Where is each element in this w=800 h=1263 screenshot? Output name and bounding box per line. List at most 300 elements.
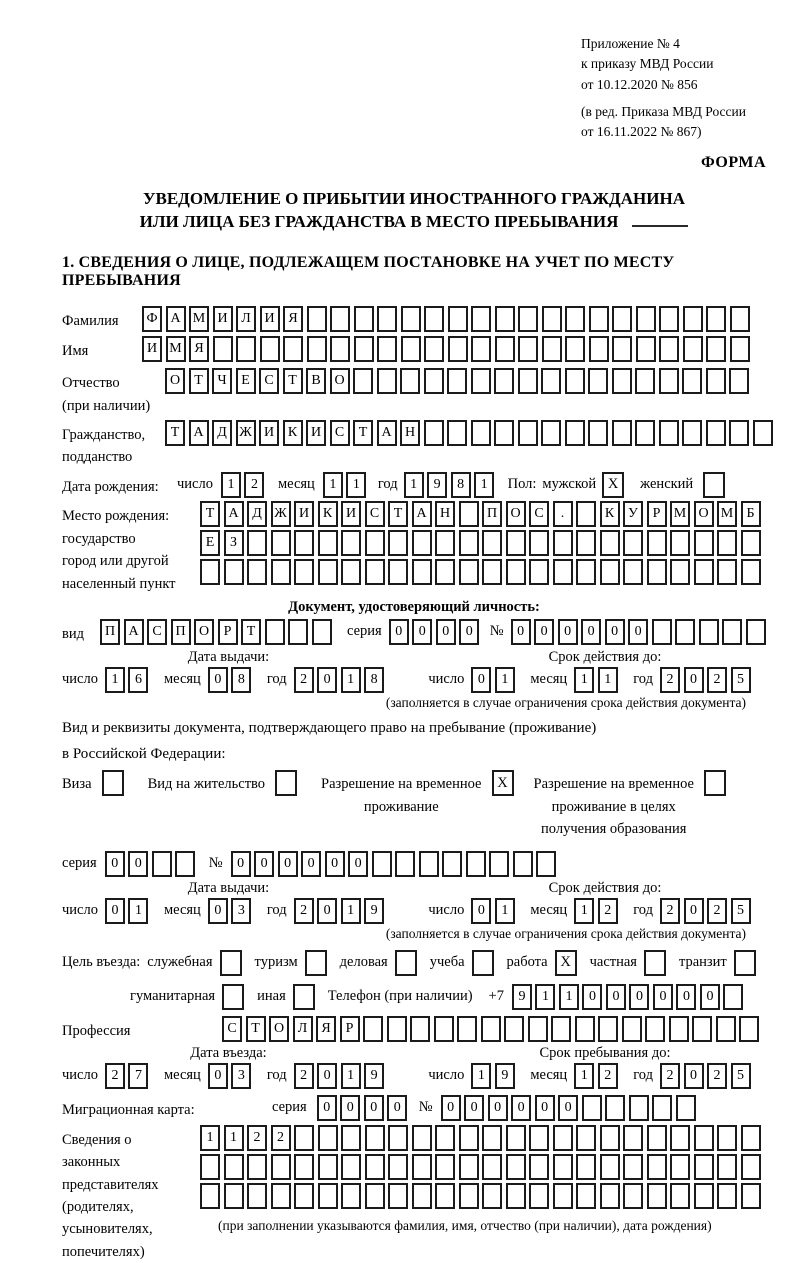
char-cell[interactable]: А [224,501,244,527]
char-cell[interactable]: Е [236,368,256,394]
char-cell[interactable]: Т [246,1016,266,1042]
char-cell[interactable] [506,1183,526,1209]
char-cell[interactable]: 8 [231,667,251,693]
char-cell[interactable]: О [506,501,526,527]
char-cell[interactable] [741,1154,761,1180]
char-cell[interactable] [518,336,538,362]
char-cell[interactable] [753,420,773,446]
education-residence-checkbox[interactable] [704,770,726,796]
char-cell[interactable]: 1 [559,984,579,1010]
char-cell[interactable]: 1 [105,667,125,693]
char-cell[interactable]: 0 [606,984,626,1010]
char-cell[interactable] [341,1154,361,1180]
char-cell[interactable]: 0 [208,1063,228,1089]
char-cell[interactable]: 3 [231,898,251,924]
char-cell[interactable]: П [482,501,502,527]
char-cell[interactable] [636,336,656,362]
char-cell[interactable]: 0 [581,619,601,645]
char-cell[interactable]: 9 [495,1063,515,1089]
char-cell[interactable]: 1 [323,472,343,498]
char-cell[interactable] [152,851,172,877]
char-cell[interactable] [670,530,690,556]
char-cell[interactable]: Т [189,368,209,394]
char-cell[interactable] [683,336,703,362]
char-cell[interactable] [224,559,244,585]
char-cell[interactable] [694,1183,714,1209]
char-cell[interactable]: 0 [231,851,251,877]
char-cell[interactable] [247,530,267,556]
char-cell[interactable]: 6 [128,667,148,693]
char-cell[interactable] [576,1154,596,1180]
char-cell[interactable] [435,1125,455,1151]
char-cell[interactable] [600,1154,620,1180]
char-cell[interactable]: 0 [558,1095,578,1121]
char-cell[interactable] [489,851,509,877]
char-cell[interactable] [459,1154,479,1180]
char-cell[interactable] [636,306,656,332]
char-cell[interactable] [459,501,479,527]
char-cell[interactable] [589,306,609,332]
char-cell[interactable]: 2 [244,472,264,498]
char-cell[interactable]: 0 [471,898,491,924]
char-cell[interactable]: 0 [471,667,491,693]
char-cell[interactable] [400,368,420,394]
char-cell[interactable] [288,619,308,645]
char-cell[interactable]: Я [189,336,209,362]
char-cell[interactable]: 0 [317,667,337,693]
char-cell[interactable] [670,559,690,585]
residence-permit-checkbox[interactable] [275,770,297,796]
char-cell[interactable]: Д [212,420,232,446]
char-cell[interactable] [482,1125,502,1151]
char-cell[interactable]: 1 [221,472,241,498]
female-checkbox[interactable] [703,472,725,498]
char-cell[interactable]: 0 [628,619,648,645]
char-cell[interactable]: 0 [464,1095,484,1121]
char-cell[interactable] [354,336,374,362]
char-cell[interactable]: 1 [495,898,515,924]
char-cell[interactable] [471,306,491,332]
char-cell[interactable] [247,1154,267,1180]
char-cell[interactable]: 2 [294,667,314,693]
char-cell[interactable] [224,1154,244,1180]
char-cell[interactable] [706,336,726,362]
char-cell[interactable]: 0 [582,984,602,1010]
char-cell[interactable]: Н [435,501,455,527]
char-cell[interactable]: Я [316,1016,336,1042]
char-cell[interactable]: С [330,420,350,446]
char-cell[interactable]: Ф [142,306,162,332]
char-cell[interactable] [589,336,609,362]
char-cell[interactable] [482,1154,502,1180]
char-cell[interactable]: 0 [301,851,321,877]
char-cell[interactable]: Р [218,619,238,645]
char-cell[interactable]: Д [247,501,267,527]
char-cell[interactable] [576,530,596,556]
char-cell[interactable] [588,420,608,446]
char-cell[interactable]: Ж [271,501,291,527]
char-cell[interactable] [694,559,714,585]
char-cell[interactable]: 2 [271,1125,291,1151]
char-cell[interactable] [271,530,291,556]
char-cell[interactable]: О [269,1016,289,1042]
char-cell[interactable] [435,1183,455,1209]
char-cell[interactable] [318,530,338,556]
char-cell[interactable] [529,1183,549,1209]
char-cell[interactable] [694,1154,714,1180]
char-cell[interactable] [670,1125,690,1151]
char-cell[interactable] [722,619,742,645]
char-cell[interactable] [224,1183,244,1209]
char-cell[interactable] [213,336,233,362]
char-cell[interactable] [504,1016,524,1042]
char-cell[interactable] [659,336,679,362]
char-cell[interactable] [388,1183,408,1209]
char-cell[interactable] [612,306,632,332]
char-cell[interactable]: 1 [574,1063,594,1089]
char-cell[interactable] [659,368,679,394]
char-cell[interactable] [506,1154,526,1180]
char-cell[interactable]: С [147,619,167,645]
char-cell[interactable]: И [142,336,162,362]
char-cell[interactable] [746,619,766,645]
char-cell[interactable] [647,1154,667,1180]
char-cell[interactable]: 0 [387,1095,407,1121]
purpose-private-checkbox[interactable] [644,950,666,976]
char-cell[interactable] [699,619,719,645]
char-cell[interactable]: 0 [629,984,649,1010]
char-cell[interactable] [412,1154,432,1180]
char-cell[interactable] [551,1016,571,1042]
char-cell[interactable] [565,306,585,332]
char-cell[interactable] [353,368,373,394]
char-cell[interactable] [260,336,280,362]
char-cell[interactable] [388,1154,408,1180]
char-cell[interactable] [175,851,195,877]
char-cell[interactable] [481,1016,501,1042]
char-cell[interactable] [741,1183,761,1209]
char-cell[interactable] [247,1183,267,1209]
char-cell[interactable]: А [189,420,209,446]
char-cell[interactable] [365,1154,385,1180]
char-cell[interactable] [388,1125,408,1151]
char-cell[interactable] [318,1183,338,1209]
char-cell[interactable]: 5 [731,1063,751,1089]
char-cell[interactable] [318,1125,338,1151]
char-cell[interactable]: 1 [574,667,594,693]
char-cell[interactable] [623,1183,643,1209]
char-cell[interactable] [236,336,256,362]
char-cell[interactable] [741,1125,761,1151]
char-cell[interactable]: 1 [341,667,361,693]
char-cell[interactable]: 0 [278,851,298,877]
char-cell[interactable] [506,530,526,556]
char-cell[interactable] [669,1016,689,1042]
char-cell[interactable] [717,1183,737,1209]
char-cell[interactable] [330,336,350,362]
char-cell[interactable] [495,306,515,332]
char-cell[interactable] [553,1125,573,1151]
char-cell[interactable] [623,530,643,556]
char-cell[interactable] [200,559,220,585]
char-cell[interactable] [600,559,620,585]
char-cell[interactable] [600,530,620,556]
char-cell[interactable]: 2 [707,1063,727,1089]
char-cell[interactable]: С [365,501,385,527]
char-cell[interactable] [647,559,667,585]
char-cell[interactable] [659,306,679,332]
char-cell[interactable]: М [717,501,737,527]
char-cell[interactable] [447,368,467,394]
char-cell[interactable] [387,1016,407,1042]
char-cell[interactable]: Я [283,306,303,332]
char-cell[interactable] [553,559,573,585]
char-cell[interactable] [341,1183,361,1209]
char-cell[interactable] [435,1154,455,1180]
char-cell[interactable] [536,851,556,877]
char-cell[interactable]: 0 [684,898,704,924]
purpose-tourism-checkbox[interactable] [305,950,327,976]
char-cell[interactable]: И [213,306,233,332]
char-cell[interactable] [294,1154,314,1180]
char-cell[interactable] [670,1154,690,1180]
char-cell[interactable]: И [306,420,326,446]
char-cell[interactable]: В [306,368,326,394]
char-cell[interactable]: 5 [731,898,751,924]
char-cell[interactable] [495,336,515,362]
char-cell[interactable]: 2 [707,667,727,693]
char-cell[interactable]: М [670,501,690,527]
char-cell[interactable] [553,530,573,556]
char-cell[interactable]: 0 [412,619,432,645]
char-cell[interactable]: Т [283,368,303,394]
char-cell[interactable] [312,619,332,645]
char-cell[interactable] [635,420,655,446]
char-cell[interactable] [588,368,608,394]
char-cell[interactable]: С [529,501,549,527]
char-cell[interactable]: 9 [512,984,532,1010]
char-cell[interactable]: 1 [574,898,594,924]
char-cell[interactable]: И [341,501,361,527]
visa-checkbox[interactable] [102,770,124,796]
char-cell[interactable]: 0 [436,619,456,645]
char-cell[interactable]: 0 [605,619,625,645]
purpose-business-checkbox[interactable] [395,950,417,976]
char-cell[interactable] [600,1183,620,1209]
char-cell[interactable]: 5 [731,667,751,693]
char-cell[interactable]: И [294,501,314,527]
char-cell[interactable] [682,420,702,446]
char-cell[interactable] [706,420,726,446]
char-cell[interactable]: А [377,420,397,446]
char-cell[interactable]: 2 [105,1063,125,1089]
char-cell[interactable] [424,336,444,362]
char-cell[interactable] [717,530,737,556]
char-cell[interactable]: 0 [558,619,578,645]
char-cell[interactable] [447,420,467,446]
char-cell[interactable] [395,851,415,877]
char-cell[interactable] [576,501,596,527]
char-cell[interactable]: 0 [364,1095,384,1121]
char-cell[interactable] [506,559,526,585]
char-cell[interactable] [553,1154,573,1180]
char-cell[interactable] [729,420,749,446]
char-cell[interactable]: 0 [208,667,228,693]
char-cell[interactable] [307,306,327,332]
char-cell[interactable] [612,368,632,394]
char-cell[interactable]: З [224,530,244,556]
char-cell[interactable]: 2 [707,898,727,924]
char-cell[interactable]: О [694,501,714,527]
char-cell[interactable] [442,851,462,877]
char-cell[interactable] [542,306,562,332]
char-cell[interactable] [365,1183,385,1209]
char-cell[interactable]: 0 [348,851,368,877]
char-cell[interactable]: Т [353,420,373,446]
char-cell[interactable]: 0 [105,898,125,924]
char-cell[interactable] [435,530,455,556]
char-cell[interactable] [377,368,397,394]
char-cell[interactable]: 2 [660,667,680,693]
char-cell[interactable]: И [259,420,279,446]
char-cell[interactable] [716,1016,736,1042]
char-cell[interactable] [401,306,421,332]
char-cell[interactable] [635,368,655,394]
char-cell[interactable]: 0 [459,619,479,645]
char-cell[interactable] [388,530,408,556]
char-cell[interactable] [200,1154,220,1180]
char-cell[interactable]: 0 [534,619,554,645]
char-cell[interactable]: 2 [247,1125,267,1151]
char-cell[interactable]: М [189,306,209,332]
char-cell[interactable]: О [330,368,350,394]
char-cell[interactable] [341,1125,361,1151]
char-cell[interactable] [482,1183,502,1209]
char-cell[interactable]: 1 [200,1125,220,1151]
char-cell[interactable]: Л [293,1016,313,1042]
char-cell[interactable] [365,559,385,585]
char-cell[interactable]: 0 [317,898,337,924]
char-cell[interactable]: А [166,306,186,332]
char-cell[interactable] [318,1154,338,1180]
char-cell[interactable]: 0 [676,984,696,1010]
char-cell[interactable] [388,559,408,585]
char-cell[interactable] [265,619,285,645]
char-cell[interactable]: К [600,501,620,527]
char-cell[interactable] [565,368,585,394]
char-cell[interactable] [683,306,703,332]
char-cell[interactable] [424,420,444,446]
char-cell[interactable]: О [165,368,185,394]
char-cell[interactable] [200,1183,220,1209]
char-cell[interactable] [294,1183,314,1209]
char-cell[interactable] [576,1183,596,1209]
char-cell[interactable]: 1 [474,472,494,498]
char-cell[interactable] [730,336,750,362]
char-cell[interactable] [271,1154,291,1180]
char-cell[interactable] [576,559,596,585]
char-cell[interactable] [598,1016,618,1042]
char-cell[interactable]: С [259,368,279,394]
char-cell[interactable]: 1 [128,898,148,924]
char-cell[interactable] [318,559,338,585]
char-cell[interactable]: . [553,501,573,527]
char-cell[interactable] [622,1016,642,1042]
char-cell[interactable] [354,306,374,332]
char-cell[interactable]: О [194,619,214,645]
char-cell[interactable]: 0 [254,851,274,877]
char-cell[interactable]: Т [241,619,261,645]
char-cell[interactable]: 9 [427,472,447,498]
char-cell[interactable] [652,619,672,645]
char-cell[interactable]: 1 [471,1063,491,1089]
char-cell[interactable]: 0 [488,1095,508,1121]
char-cell[interactable]: 0 [105,851,125,877]
char-cell[interactable]: 1 [598,667,618,693]
char-cell[interactable]: 0 [441,1095,461,1121]
char-cell[interactable] [410,1016,430,1042]
char-cell[interactable]: У [623,501,643,527]
char-cell[interactable]: 0 [208,898,228,924]
char-cell[interactable]: П [171,619,191,645]
char-cell[interactable] [412,559,432,585]
char-cell[interactable] [682,368,702,394]
char-cell[interactable] [582,1095,602,1121]
char-cell[interactable] [612,420,632,446]
char-cell[interactable] [412,1125,432,1151]
char-cell[interactable] [652,1095,672,1121]
char-cell[interactable] [706,306,726,332]
char-cell[interactable]: 0 [684,667,704,693]
char-cell[interactable] [307,336,327,362]
char-cell[interactable] [365,1125,385,1151]
char-cell[interactable] [647,1125,667,1151]
char-cell[interactable] [623,559,643,585]
char-cell[interactable] [565,420,585,446]
char-cell[interactable] [565,336,585,362]
temporary-residence-checkbox[interactable]: X [492,770,514,796]
char-cell[interactable] [518,306,538,332]
char-cell[interactable]: 8 [451,472,471,498]
char-cell[interactable]: П [100,619,120,645]
char-cell[interactable] [647,1183,667,1209]
char-cell[interactable] [471,336,491,362]
char-cell[interactable] [341,530,361,556]
char-cell[interactable] [294,559,314,585]
purpose-official-checkbox[interactable] [220,950,242,976]
purpose-transit-checkbox[interactable] [734,950,756,976]
char-cell[interactable] [676,1095,696,1121]
char-cell[interactable] [330,306,350,332]
char-cell[interactable] [518,420,538,446]
char-cell[interactable] [623,1154,643,1180]
char-cell[interactable]: 1 [341,898,361,924]
char-cell[interactable] [670,1183,690,1209]
char-cell[interactable] [529,559,549,585]
char-cell[interactable]: 1 [535,984,555,1010]
char-cell[interactable]: С [222,1016,242,1042]
char-cell[interactable] [518,368,538,394]
char-cell[interactable] [271,1183,291,1209]
purpose-study-checkbox[interactable] [472,950,494,976]
char-cell[interactable]: И [260,306,280,332]
char-cell[interactable]: Ч [212,368,232,394]
char-cell[interactable]: К [283,420,303,446]
char-cell[interactable] [494,420,514,446]
char-cell[interactable] [365,530,385,556]
char-cell[interactable]: 2 [294,898,314,924]
purpose-humanitarian-checkbox[interactable] [222,984,244,1010]
